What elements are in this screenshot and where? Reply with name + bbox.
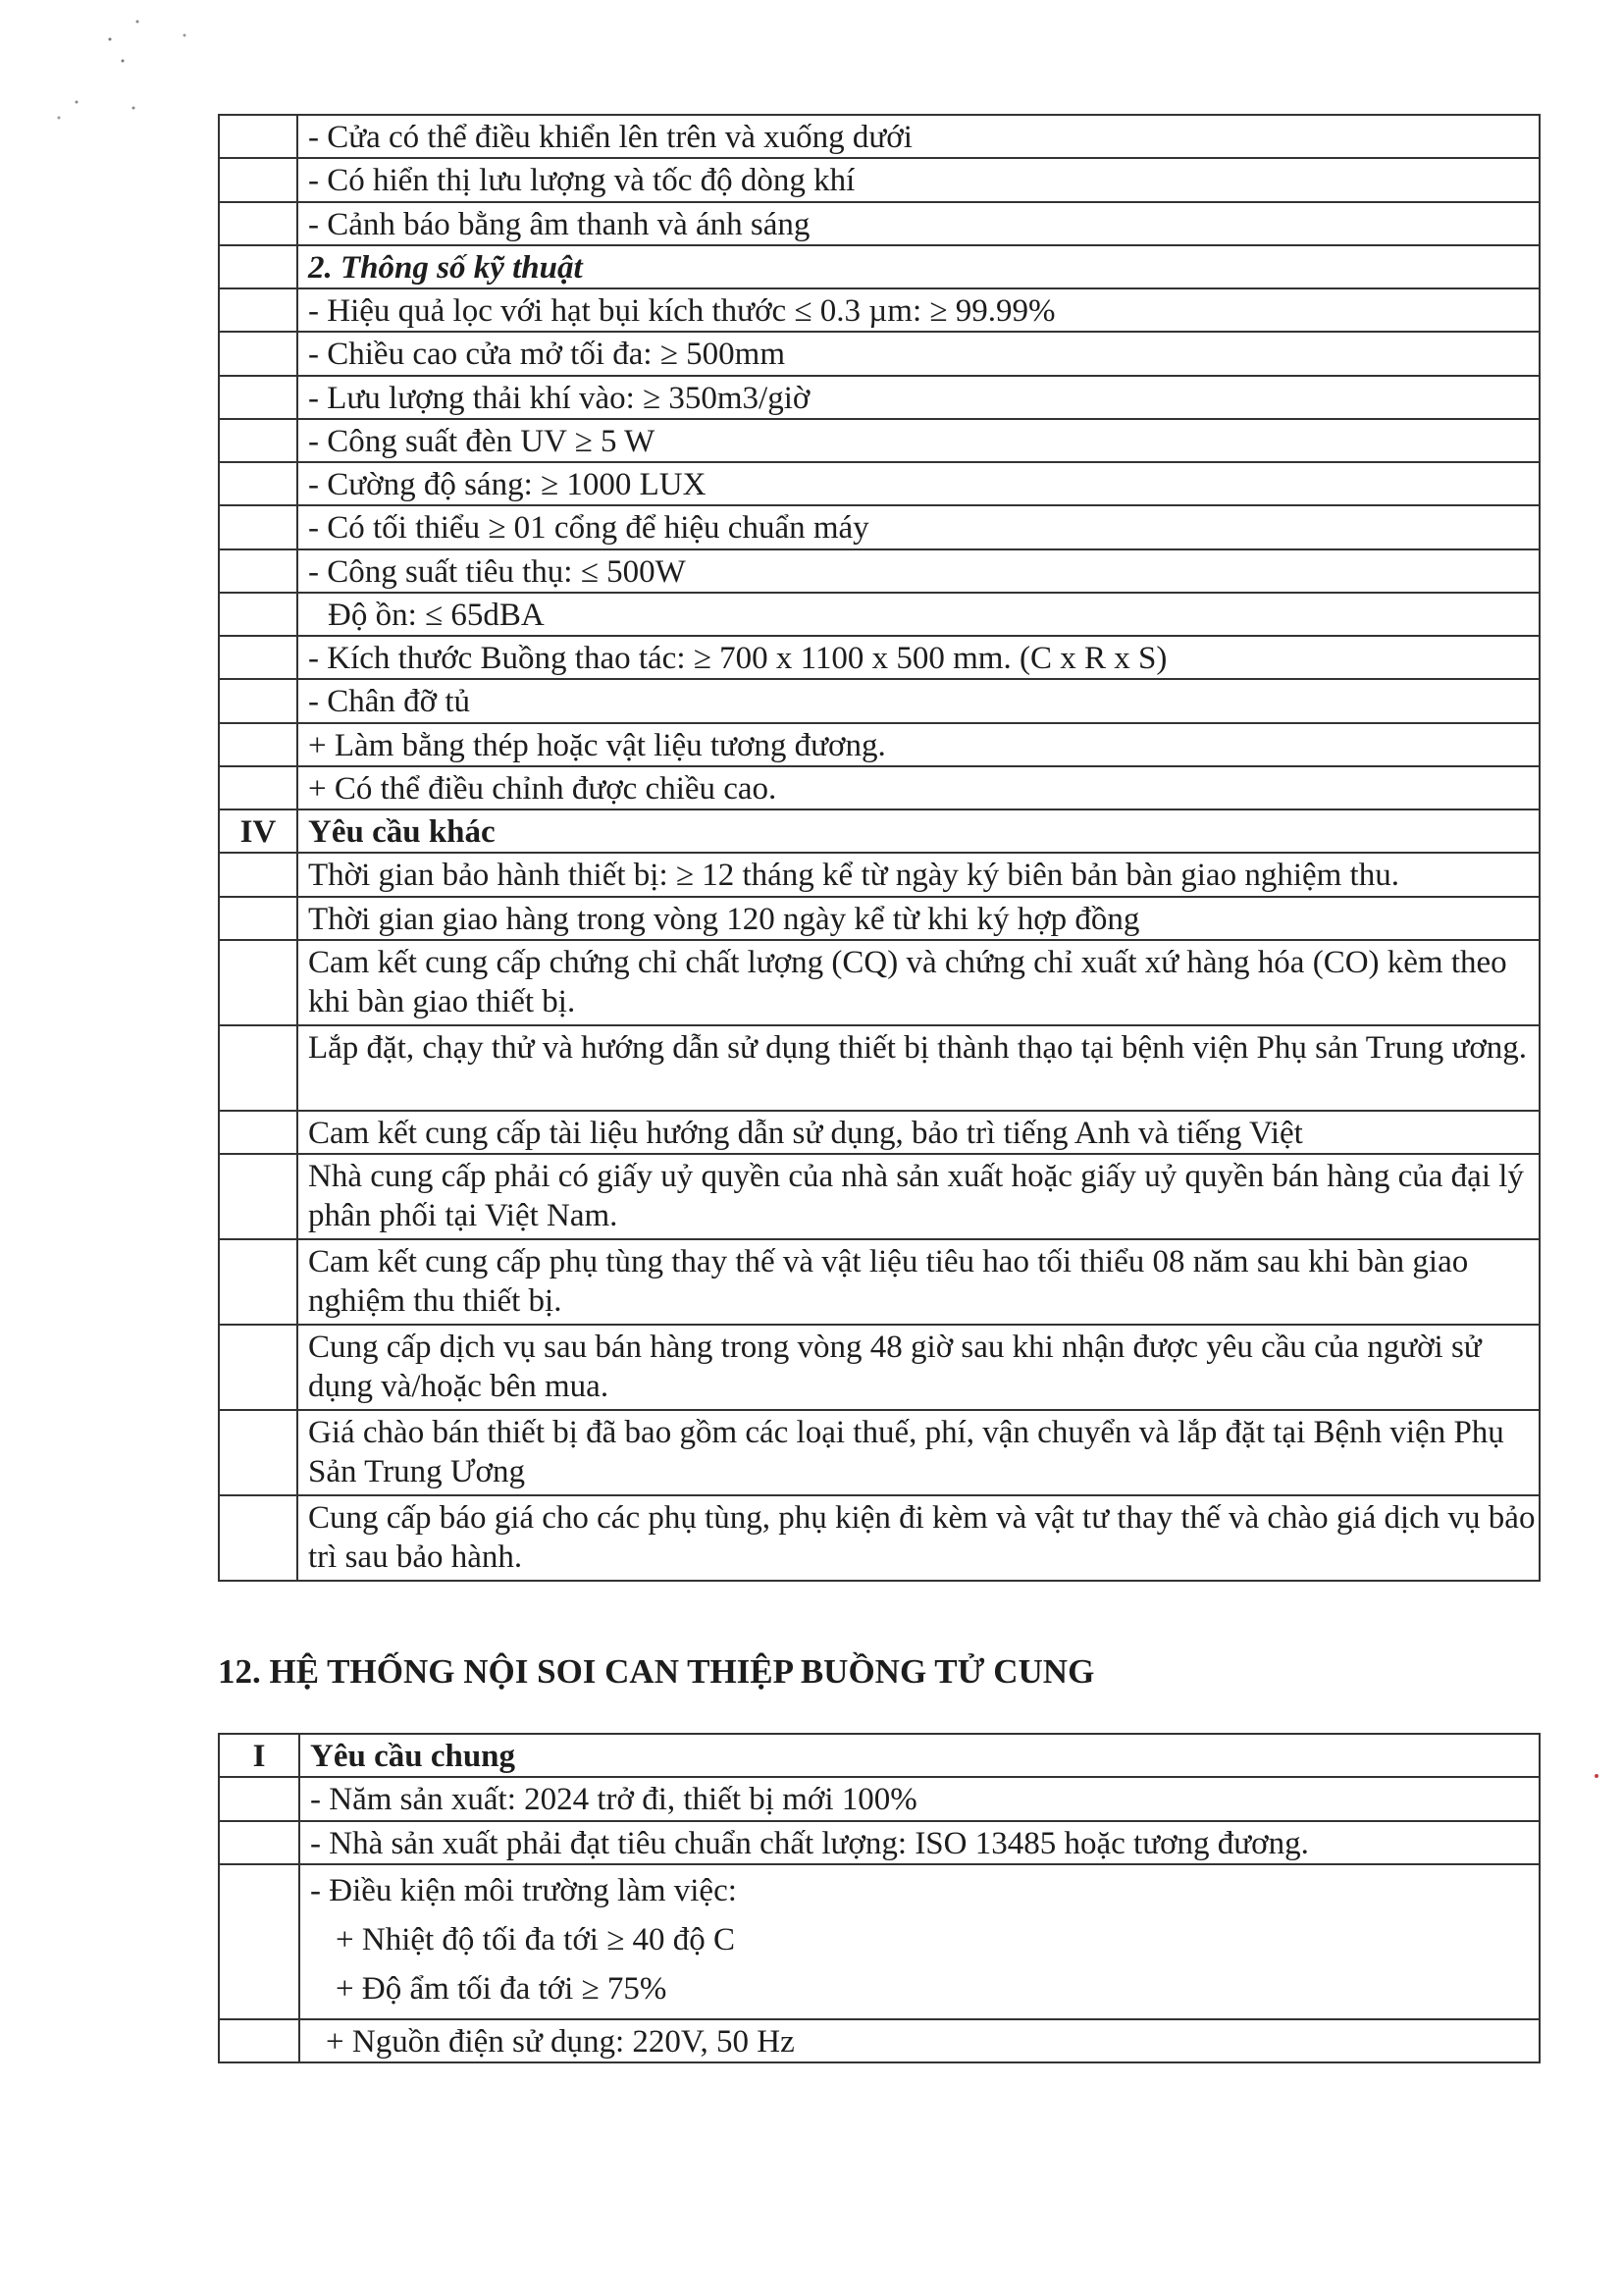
table-row xyxy=(219,679,1540,722)
condition-temperature: + Nhiệt độ tối đa tới ≥ 40 độ C xyxy=(336,1921,736,1957)
table-row xyxy=(219,462,1540,505)
table-row xyxy=(219,549,1540,593)
table-row xyxy=(219,853,1540,896)
spec-item: + Nguồn điện sử dụng: 220V, 50 Hz xyxy=(299,2019,1540,2062)
spec-item: - Cửa có thể điều khiển lên trên và xuống dưới xyxy=(297,115,1540,158)
table-row xyxy=(219,723,1540,766)
spec-item: - Năm sản xuất: 2024 trở đi, thiết bị mới 100% xyxy=(299,1777,1540,1820)
spec-item: - Chân đỡ tủ xyxy=(297,679,1540,722)
spec-item: + Làm bằng thép hoặc vật liệu tương đương. xyxy=(297,723,1540,766)
spec-item: Cam kết cung cấp tài liệu hướng dẫn sử dụng, bảo trì tiếng Anh và tiếng Việt xyxy=(297,1111,1540,1154)
spec-item: Lắp đặt, chạy thử và hướng dẫn sử dụng thiết bị thành thạo tại bệnh viện Phụ sản Trung ương. xyxy=(297,1025,1540,1111)
spec-item: - Kích thước Buồng thao tác: ≥ 700 x 1100 x 500 mm. (C x R x S) xyxy=(297,636,1540,679)
conditions-title: - Điều kiện môi trường làm việc: xyxy=(310,1872,737,1908)
table-row xyxy=(219,1025,1540,1111)
table-row xyxy=(219,1777,1540,1820)
spec-table-continued xyxy=(218,114,1541,1582)
spec-item: Cung cấp dịch vụ sau bán hàng trong vòng 48 giờ sau khi nhận được yêu cầu của người sử dụng và/hoặc bên mua. xyxy=(297,1325,1540,1410)
table-row xyxy=(219,2019,1540,2062)
table-row xyxy=(219,809,1540,853)
table-row xyxy=(219,897,1540,940)
table-row xyxy=(219,1734,1540,1777)
spec-item: - Có tối thiểu ≥ 01 cổng để hiệu chuẩn máy xyxy=(297,505,1540,548)
table-row xyxy=(219,766,1540,809)
section-number: I xyxy=(219,1734,299,1777)
table-row xyxy=(219,1325,1540,1410)
table-row xyxy=(219,593,1540,636)
table-row xyxy=(219,419,1540,462)
table-row xyxy=(219,1864,1540,2019)
table-row xyxy=(219,940,1540,1025)
table-row xyxy=(219,376,1540,419)
condition-humidity: + Độ ẩm tối đa tới ≥ 75% xyxy=(336,1970,667,2007)
spec-item: Giá chào bán thiết bị đã bao gồm các loại thuế, phí, vận chuyển và lắp đặt tại Bệnh viện Phụ Sản Trung Ương xyxy=(297,1410,1540,1495)
table-row xyxy=(219,1410,1540,1495)
spec-item: + Có thể điều chỉnh được chiều cao. xyxy=(297,766,1540,809)
table-row xyxy=(219,636,1540,679)
spec-item: Độ ồn: ≤ 65dBA xyxy=(297,593,1540,636)
table-row xyxy=(219,1154,1540,1239)
section-title: Yêu cầu chung xyxy=(299,1734,1540,1777)
table-row xyxy=(219,1821,1540,1864)
spec-item: - Cường độ sáng: ≥ 1000 LUX xyxy=(297,462,1540,505)
spec-table-hysteroscopy xyxy=(218,1733,1541,2063)
table-row xyxy=(219,245,1540,288)
section-title: Yêu cầu khác xyxy=(297,809,1540,853)
spec-item xyxy=(299,1864,1540,2019)
spec-item: Thời gian giao hàng trong vòng 120 ngày kể từ khi ký hợp đồng xyxy=(297,897,1540,940)
spec-item: - Lưu lượng thải khí vào: ≥ 350m3/giờ xyxy=(297,376,1540,419)
spec-item: - Chiều cao cửa mở tối đa: ≥ 500mm xyxy=(297,332,1540,375)
section-number: IV xyxy=(219,809,297,853)
table-row xyxy=(219,1239,1540,1325)
spec-item: - Có hiển thị lưu lượng và tốc độ dòng khí xyxy=(297,158,1540,201)
spec-item: Thời gian bảo hành thiết bị: ≥ 12 tháng kể từ ngày ký biên bản bàn giao nghiệm thu. xyxy=(297,853,1540,896)
spec-item: - Hiệu quả lọc với hạt bụi kích thước ≤ 0.3 µm: ≥ 99.99% xyxy=(297,288,1540,332)
table-row xyxy=(219,1495,1540,1581)
table-row xyxy=(219,332,1540,375)
spec-item: Cam kết cung cấp chứng chỉ chất lượng (CQ) và chứng chỉ xuất xứ hàng hóa (CO) kèm theo khi bàn giao thiết bị. xyxy=(297,940,1540,1025)
section-heading: 12. HỆ THỐNG NỘI SOI CAN THIỆP BUỒNG TỬ CUNG xyxy=(218,1652,1095,1691)
subsection-title: 2. Thông số kỹ thuật xyxy=(297,245,1540,288)
spec-item: Cung cấp báo giá cho các phụ tùng, phụ kiện đi kèm và vật tư thay thế và chào giá dịch vụ bảo trì sau bảo hành. xyxy=(297,1495,1540,1581)
spec-item: Nhà cung cấp phải có giấy uỷ quyền của nhà sản xuất hoặc giấy uỷ quyền bán hàng của đại lý phân phối tại Việt Nam. xyxy=(297,1154,1540,1239)
table-row xyxy=(219,505,1540,548)
spec-item: - Công suất tiêu thụ: ≤ 500W xyxy=(297,549,1540,593)
spec-item: Cam kết cung cấp phụ tùng thay thế và vật liệu tiêu hao tối thiểu 08 năm sau khi bàn giao nghiệm thu thiết bị. xyxy=(297,1239,1540,1325)
table-row xyxy=(219,288,1540,332)
table-row xyxy=(219,1111,1540,1154)
table-row xyxy=(219,158,1540,201)
spec-item: - Cảnh báo bằng âm thanh và ánh sáng xyxy=(297,202,1540,245)
spec-item: - Công suất đèn UV ≥ 5 W xyxy=(297,419,1540,462)
spec-item: - Nhà sản xuất phải đạt tiêu chuẩn chất lượng: ISO 13485 hoặc tương đương. xyxy=(299,1821,1540,1864)
table-row xyxy=(219,202,1540,245)
table-row xyxy=(219,115,1540,158)
